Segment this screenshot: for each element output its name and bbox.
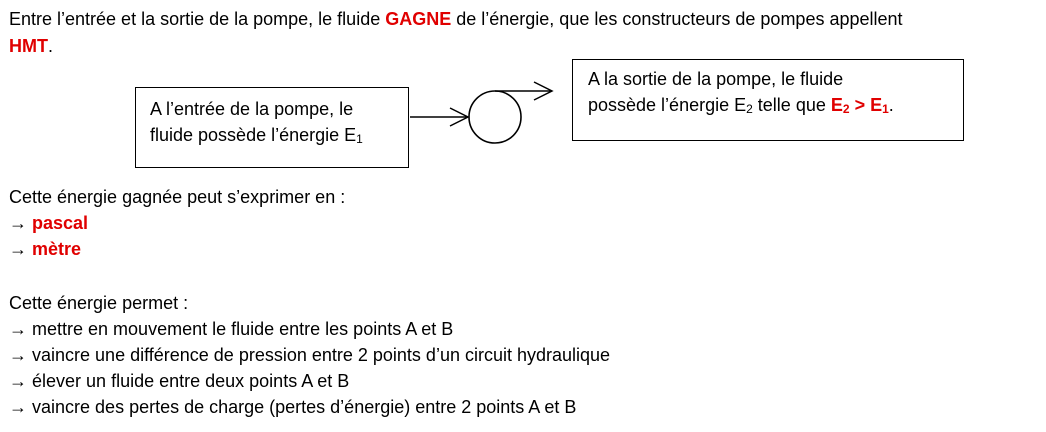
unit-label: pascal (32, 213, 89, 233)
arrow-icon: → (9, 371, 27, 391)
use-item (9, 318, 453, 340)
inlet-subscript: 1 (356, 132, 363, 146)
inlet-energy-box (135, 87, 409, 168)
hmt-highlight: HMT (9, 36, 48, 56)
use-item (9, 396, 576, 418)
unit-item-pascal (9, 212, 88, 234)
unit-label: mètre (32, 239, 82, 259)
use-text: vaincre des pertes de charge (pertes d’énergie) entre 2 points A et B (32, 397, 577, 417)
intro-text: Entre l’entrée et la sortie de la pompe, le fluide (9, 9, 386, 29)
intro-line-2 (9, 35, 53, 57)
outlet-subscript: 2 (746, 102, 753, 116)
intro-text-continued: de l’énergie, que les constructeurs de pompes appellent (451, 9, 903, 29)
arrow-icon: → (9, 319, 27, 339)
unit-item-metre (9, 238, 81, 260)
inlet-line-2: fluide possède l’énergie $E_1$ (150, 125, 363, 146)
use-text: mettre en mouvement le fluide entre les points A et B (32, 319, 454, 339)
pump-circle (469, 91, 521, 143)
use-text: vaincre une différence de pression entre 2 points d’un circuit hydraulique (32, 345, 611, 365)
pump-symbol (400, 70, 572, 150)
outlet-energy-box (572, 59, 964, 141)
inlet-line-1: A l’entrée de la pompe, le (150, 99, 354, 119)
units-heading: Cette énergie gagnée peut s’exprimer en : (9, 187, 346, 207)
energy-comparison: $E_2 > E_1$ (830, 95, 889, 116)
uses-heading: Cette énergie permet : (9, 293, 189, 313)
outlet-line-2: possède l’énergie $E_2$ telle que $E_2 > E_1$. (588, 95, 894, 116)
intro-line-1 (9, 8, 903, 30)
outlet-line-1: A la sortie de la pompe, le fluide (588, 69, 844, 89)
arrow-icon: → (9, 213, 27, 233)
arrow-icon: → (9, 345, 27, 365)
arrow-icon: → (9, 397, 27, 417)
use-text: élever un fluide entre deux points A et B (32, 371, 350, 391)
intro-end: . (48, 36, 54, 56)
arrow-icon: → (9, 239, 27, 259)
use-item (9, 344, 610, 366)
gagne-highlight: GAGNE (385, 9, 452, 29)
use-item (9, 370, 349, 392)
